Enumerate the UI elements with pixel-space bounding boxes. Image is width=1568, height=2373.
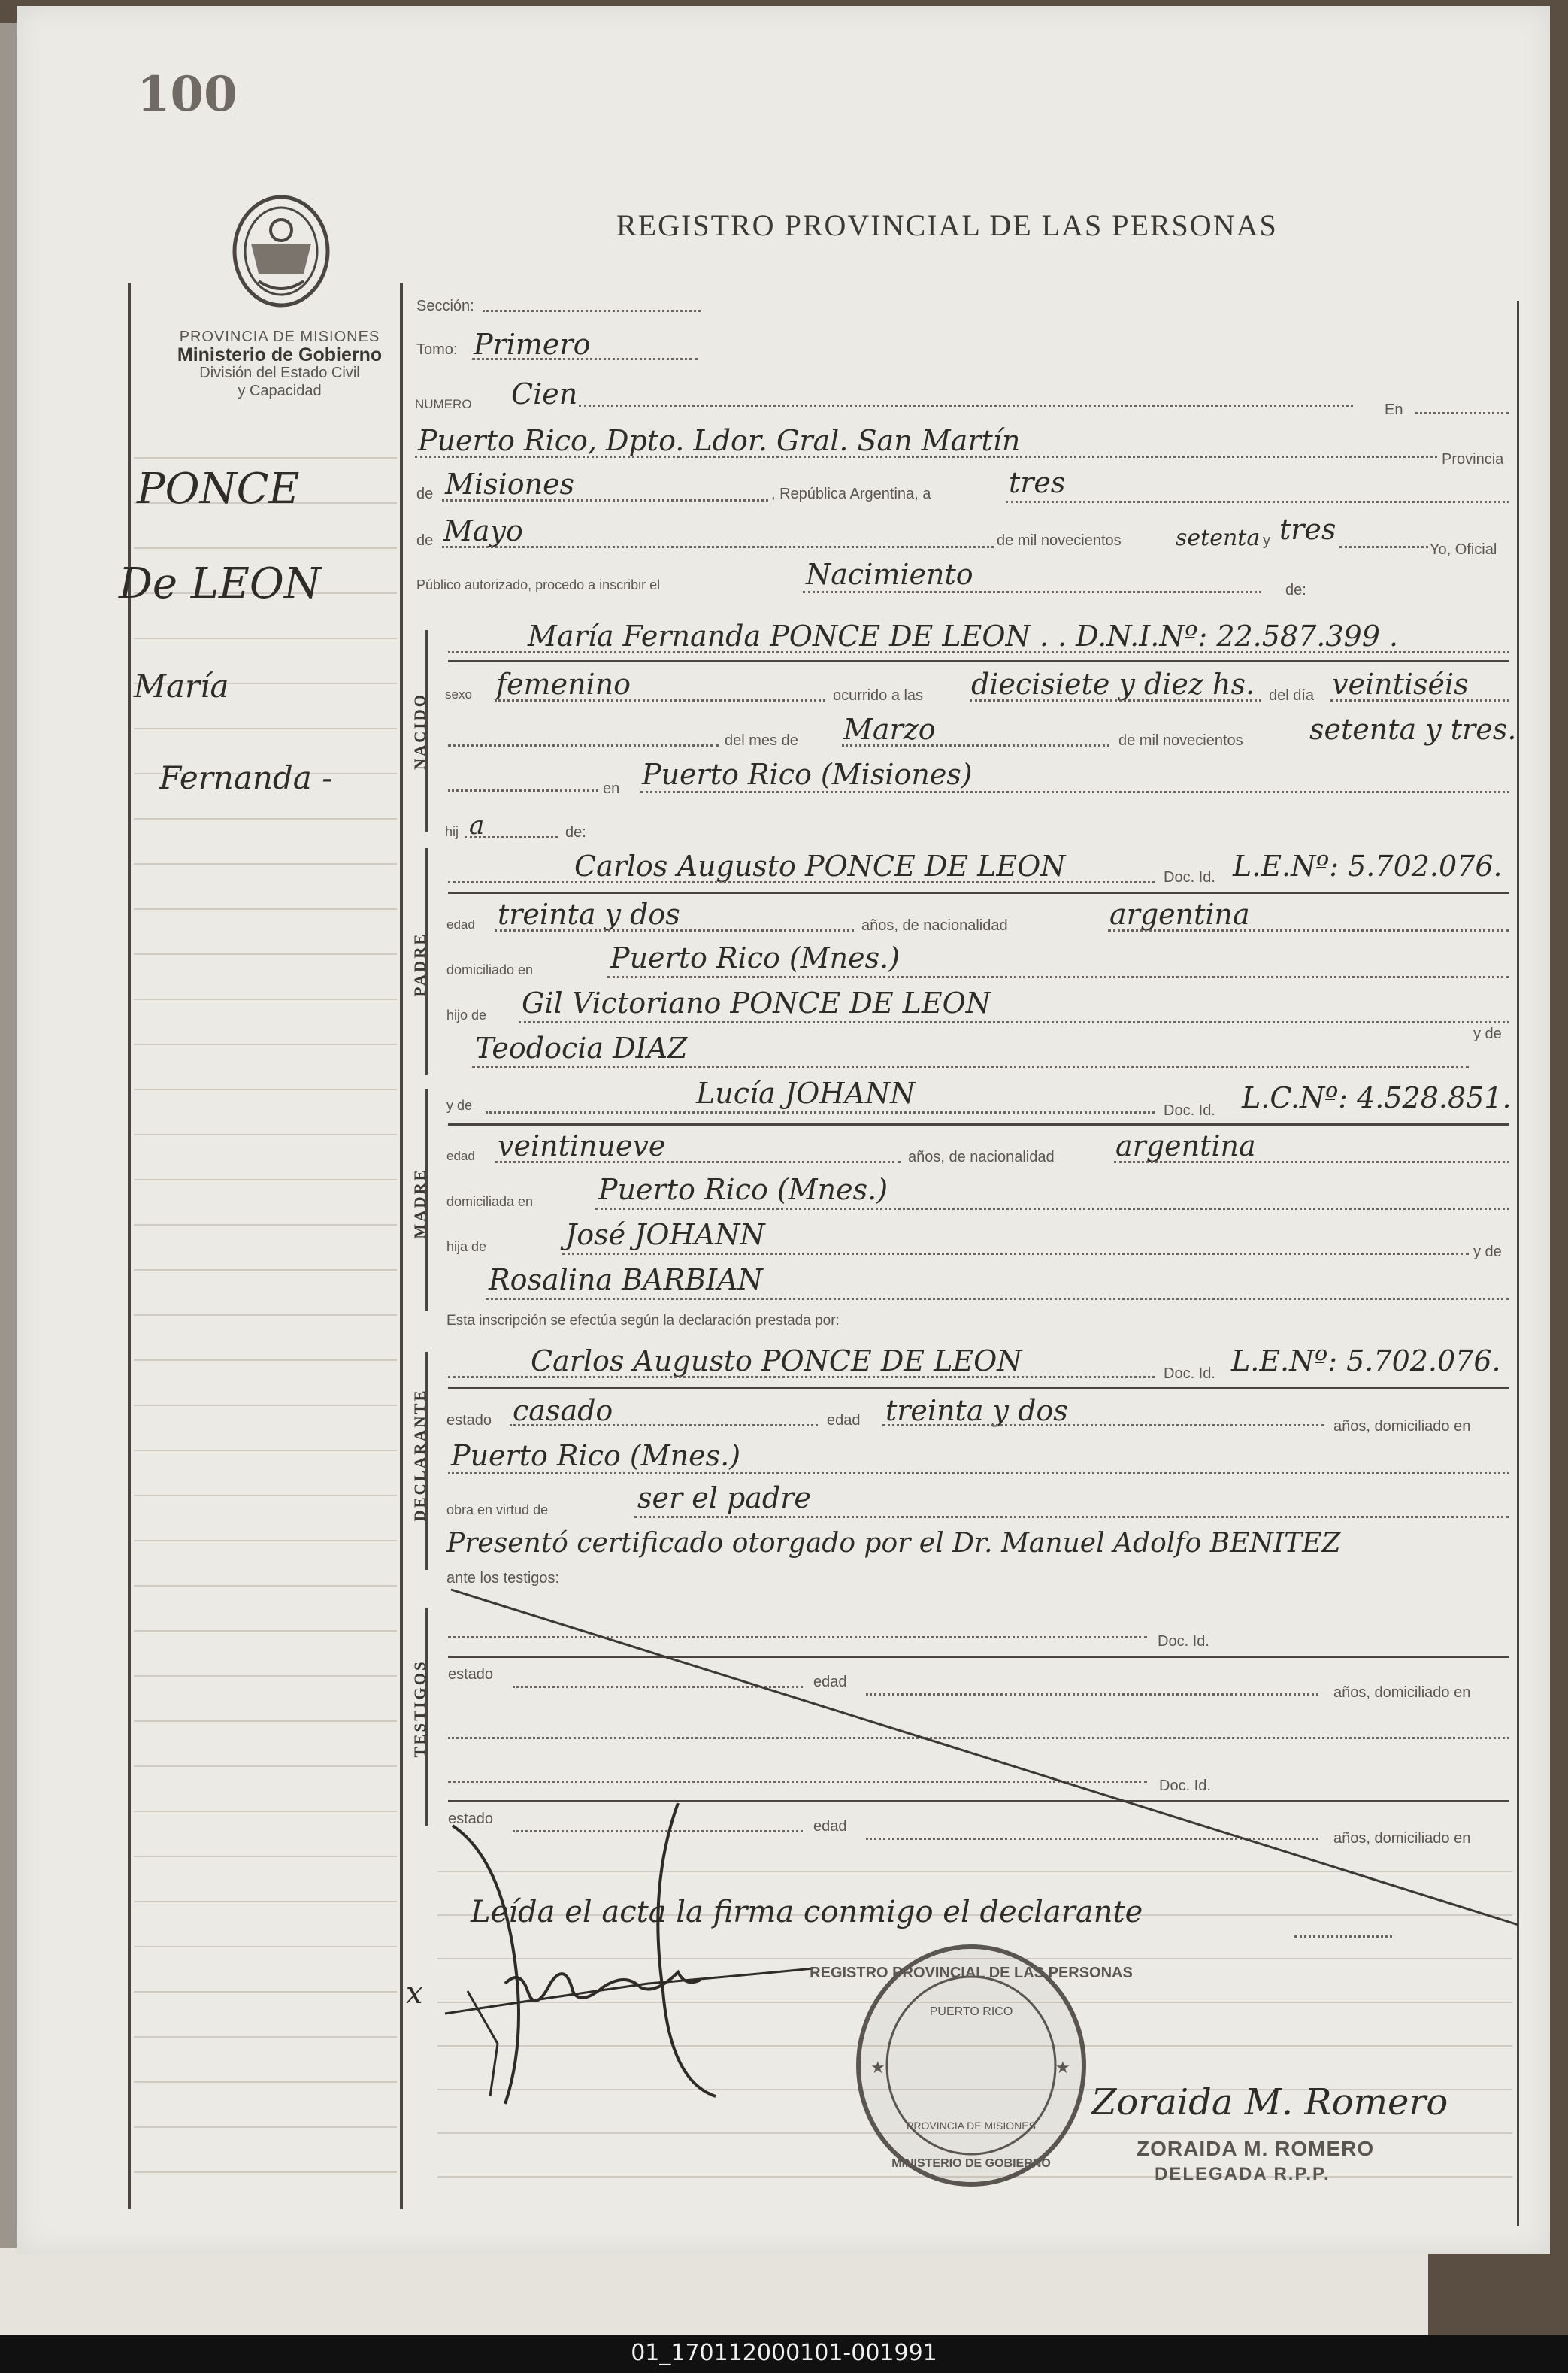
dia-a-value: tres bbox=[1009, 466, 1066, 499]
mes-nac-line bbox=[842, 744, 1109, 747]
margin-name-surname-1: PONCE bbox=[137, 465, 300, 514]
margin-ruled-line bbox=[134, 1720, 397, 1722]
ante-testigos-label: ante los testigos: bbox=[446, 1570, 560, 1587]
mes-nac-value: Marzo bbox=[843, 713, 936, 746]
svg-text:★: ★ bbox=[1055, 2058, 1070, 2077]
testigo2-estado-label: estado bbox=[448, 1811, 494, 1827]
padre-madre-value: Teodocia DIAZ bbox=[475, 1032, 688, 1065]
margin-ruled-line bbox=[134, 1405, 397, 1406]
mes-nac-lead-line bbox=[448, 744, 719, 747]
margin-ruled-line bbox=[134, 547, 397, 549]
official-title: DELEGADA R.P.P. bbox=[1155, 2164, 1330, 2184]
padre-nac-value: argentina bbox=[1109, 898, 1250, 931]
stamp-outer-text: REGISTRO PROVINCIAL DE LAS PERSONAS bbox=[810, 1965, 1133, 1981]
nacido-nombre-line bbox=[448, 651, 1509, 653]
de-mil-label: de mil novecientos bbox=[997, 532, 1122, 549]
padre-dom-label: domiciliado en bbox=[446, 962, 534, 977]
provincia-line bbox=[442, 499, 768, 502]
division-label: División del Estado Civil bbox=[199, 365, 360, 381]
page-edge bbox=[0, 23, 17, 2248]
tomo-label: Tomo: bbox=[416, 341, 458, 358]
margin-ruled-line bbox=[134, 1585, 397, 1587]
margin-ruled-line bbox=[134, 2171, 397, 2173]
padre-hijo-value: Gil Victoriano PONCE DE LEON bbox=[522, 986, 991, 1020]
madre-y-de-2-label: y de bbox=[1473, 1244, 1502, 1260]
margin-ruled-line bbox=[134, 457, 397, 459]
margin-name-surname-2: De LEON bbox=[119, 559, 321, 608]
margin-ruled-line bbox=[134, 1269, 397, 1271]
lugar-line bbox=[415, 456, 1437, 458]
obra-label: obra en virtud de bbox=[446, 1502, 549, 1517]
testigo1-doc-label: Doc. Id. bbox=[1158, 1633, 1209, 1650]
margin-ruled-line bbox=[134, 728, 397, 729]
obra-line bbox=[634, 1516, 1509, 1518]
margin-ruled-line bbox=[134, 1811, 397, 1812]
margin-ruled-line bbox=[134, 1856, 397, 1857]
seccion-label: Sección: bbox=[416, 298, 474, 314]
ocurrido-label: ocurrido a las bbox=[833, 687, 924, 704]
numero-value: Cien bbox=[511, 377, 578, 411]
margin-ruled-line bbox=[134, 1314, 397, 1316]
registry-page bbox=[17, 6, 1550, 2254]
declarante-dom-value: Puerto Rico (Mnes.) bbox=[451, 1439, 741, 1472]
declarante-estado-line bbox=[510, 1424, 818, 1426]
margin-ruled-line bbox=[134, 1089, 397, 1090]
hij-line bbox=[465, 836, 558, 838]
lugar-nac-lead-line bbox=[448, 789, 598, 792]
anio-nac-value: setenta y tres. bbox=[1309, 713, 1517, 746]
margin-ruled-line bbox=[134, 1946, 397, 1947]
madre-nac-label: años, de nacionalidad bbox=[908, 1149, 1055, 1165]
margin-divider-line bbox=[400, 283, 403, 2209]
margin-ruled-line bbox=[134, 1179, 397, 1180]
declarante-edad-value: treinta y dos bbox=[885, 1394, 1068, 1427]
madre-edad-line bbox=[495, 1161, 901, 1163]
madre-rule bbox=[448, 1123, 1509, 1126]
mes-value: Mayo bbox=[443, 514, 523, 547]
padre-edad-label: edad bbox=[446, 917, 475, 932]
de-label: de bbox=[416, 486, 434, 502]
madre-edad-value: veintinueve bbox=[498, 1129, 666, 1162]
madre-nac-line bbox=[1114, 1161, 1509, 1163]
certificado-value: Presentó certificado otorgado por el Dr. Manuel Adolfo BENITEZ bbox=[446, 1528, 1341, 1559]
margin-ruled-line bbox=[134, 908, 397, 910]
padre-nac-line bbox=[1108, 929, 1509, 932]
padre-edad-line bbox=[495, 929, 854, 932]
sexo-label: sexo bbox=[445, 687, 472, 702]
lugar-value: Puerto Rico, Dpto. Ldor. Gral. San Martín bbox=[418, 424, 1021, 457]
en-label-2: en bbox=[603, 780, 620, 797]
declarante-nombre-line bbox=[448, 1376, 1155, 1378]
sexo-value: femenino bbox=[496, 668, 631, 701]
testigo1-estado-label: estado bbox=[448, 1666, 494, 1683]
margin-ruled-line bbox=[134, 1991, 397, 1993]
padre-doc-value: L.E.Nº: 5.702.076. bbox=[1233, 850, 1503, 883]
madre-dom-value: Puerto Rico (Mnes.) bbox=[598, 1173, 888, 1206]
yo-oficial-label: Yo, Oficial bbox=[1430, 541, 1497, 558]
stamp-inner-top-text: PUERTO RICO bbox=[929, 2005, 1013, 2018]
ministry-header bbox=[144, 328, 415, 400]
ministry-label: Ministerio de Gobierno bbox=[177, 344, 383, 365]
declarante-doc-label: Doc. Id. bbox=[1164, 1365, 1215, 1382]
lugar-nac-value: Puerto Rico (Misiones) bbox=[642, 758, 973, 791]
nacido-rule bbox=[448, 660, 1509, 662]
margin-ruled-line bbox=[134, 1765, 397, 1767]
padre-madre-line bbox=[472, 1066, 1469, 1068]
declarant-signature bbox=[422, 1796, 858, 2111]
madre-hija-label: hija de bbox=[446, 1239, 487, 1254]
margin-ruled-line bbox=[134, 863, 397, 865]
de-label-2: de bbox=[416, 532, 434, 549]
leida-value: Leída el acta la firma conmigo el declarante bbox=[471, 1895, 1143, 1929]
numero-label: NUMERO bbox=[415, 397, 472, 411]
mes-line bbox=[442, 546, 994, 548]
margin-ruled-line bbox=[134, 1675, 397, 1677]
anio-a-value: setenta bbox=[1176, 525, 1261, 551]
official-stamp-icon bbox=[810, 1941, 1133, 2190]
folio-number: 100 bbox=[137, 66, 238, 123]
testigo2-doc-label: Doc. Id. bbox=[1159, 1777, 1211, 1794]
margin-ruled-line bbox=[134, 1450, 397, 1451]
stamp-bottom-text: MINISTERIO DE GOBIERNO bbox=[891, 2157, 1051, 2170]
margin-ruled-line bbox=[134, 1134, 397, 1135]
hij-value: a bbox=[469, 811, 485, 841]
province-label: PROVINCIA DE MISIONES bbox=[179, 329, 380, 345]
margin-ruled-line bbox=[134, 2081, 397, 2083]
lugar-nac-line bbox=[640, 791, 1509, 793]
image-caption: 01_170112000101-001991 bbox=[631, 2340, 937, 2366]
padre-rule bbox=[448, 892, 1509, 894]
padre-nombre-line bbox=[448, 881, 1155, 883]
anio-b-value: tres bbox=[1279, 513, 1336, 546]
hij-label: hij bbox=[445, 824, 459, 839]
margin-ruled-line bbox=[134, 818, 397, 820]
padre-nac-label: años, de nacionalidad bbox=[861, 917, 1008, 934]
declarante-edad-line bbox=[882, 1424, 1324, 1426]
acto-line bbox=[803, 591, 1261, 593]
signature-mark: x bbox=[406, 1976, 423, 2011]
inscripcion-label: Esta inscripción se efectúa según la declaración prestada por: bbox=[446, 1313, 840, 1329]
madre-doc-value: L.C.Nº: 4.528.851. bbox=[1242, 1081, 1512, 1114]
testigos-section-label: TESTIGOS bbox=[410, 1659, 429, 1758]
y-label: y bbox=[1263, 532, 1270, 549]
margin-ruled-line bbox=[134, 2126, 397, 2128]
nacido-section-label: NACIDO bbox=[410, 692, 429, 771]
de2-label: de: bbox=[565, 824, 586, 841]
padre-nombre-value: Carlos Augusto PONCE DE LEON bbox=[574, 850, 1066, 883]
numero-line bbox=[579, 405, 1353, 407]
right-frame-line bbox=[1517, 301, 1519, 2226]
madre-madre-value: Rosalina BARBIAN bbox=[489, 1263, 763, 1296]
margin-ruled-line bbox=[134, 1630, 397, 1632]
declarante-estado-value: casado bbox=[513, 1394, 613, 1427]
margin-ruled-line bbox=[134, 638, 397, 639]
margin-ruled-line bbox=[134, 1901, 397, 1902]
madre-nombre-value: Lucía JOHANN bbox=[696, 1077, 916, 1110]
margin-ruled-line bbox=[134, 1224, 397, 1226]
margin-ruled-line bbox=[134, 1044, 397, 1045]
acto-value: Nacimiento bbox=[806, 558, 973, 591]
madre-hija-value: José JOHANN bbox=[565, 1218, 765, 1251]
padre-y-de-label: y de bbox=[1473, 1026, 1502, 1042]
dia-line bbox=[1330, 699, 1509, 702]
hora-value: diecisiete y diez hs. bbox=[971, 668, 1255, 701]
declarante-nombre-value: Carlos Augusto PONCE DE LEON bbox=[531, 1344, 1022, 1377]
document-title: REGISTRO PROVINCIAL DE LAS PERSONAS bbox=[616, 208, 1278, 242]
stamp-inner-bottom-text: PROVINCIA DE MISIONES bbox=[907, 2120, 1036, 2132]
leida-line bbox=[1294, 1935, 1392, 1938]
division-label-2: y Capacidad bbox=[238, 383, 322, 399]
seccion-line bbox=[483, 310, 701, 312]
declarante-edad-label: edad bbox=[827, 1412, 861, 1429]
madre-nac-value: argentina bbox=[1115, 1129, 1256, 1162]
margin-ruled-line bbox=[134, 2036, 397, 2038]
provincia-value: Misiones bbox=[445, 468, 575, 501]
dia-a-line bbox=[1006, 501, 1509, 503]
del-dia-label: del día bbox=[1269, 687, 1315, 704]
declarante-section-label: DECLARANTE bbox=[410, 1388, 429, 1522]
publico-label: Público autorizado, procedo a inscribir el bbox=[416, 577, 661, 592]
declarante-dom-line bbox=[448, 1472, 1509, 1474]
madre-doc-label: Doc. Id. bbox=[1164, 1102, 1215, 1119]
padre-section-label: PADRE bbox=[410, 932, 429, 997]
en-label: En bbox=[1385, 402, 1403, 418]
de-colon-label: de: bbox=[1285, 582, 1306, 599]
testigo1-anos-label: años, domiciliado en bbox=[1333, 1684, 1471, 1701]
padre-doc-label: Doc. Id. bbox=[1164, 869, 1215, 886]
margin-ruled-line bbox=[134, 999, 397, 1000]
madre-dom-label: domiciliada en bbox=[446, 1194, 534, 1209]
margin-ruled-line bbox=[134, 953, 397, 955]
testigo2-edad-label: edad bbox=[813, 1818, 847, 1835]
margin-ruled-line bbox=[134, 1359, 397, 1361]
madre-edad-label: edad bbox=[446, 1149, 475, 1163]
madre-y-de-label: y de bbox=[446, 1098, 473, 1113]
official-signature: Zoraida M. Romero bbox=[1091, 2081, 1448, 2123]
madre-hija-line bbox=[562, 1253, 1469, 1255]
obra-value: ser el padre bbox=[637, 1481, 811, 1514]
madre-madre-line bbox=[486, 1298, 1509, 1300]
svg-text:★: ★ bbox=[870, 2058, 885, 2077]
madre-dom-line bbox=[595, 1208, 1509, 1210]
madre-nombre-line bbox=[486, 1111, 1155, 1114]
de-mil-2-label: de mil novecientos bbox=[1118, 732, 1243, 749]
tomo-line bbox=[472, 358, 698, 360]
anio-b-line bbox=[1339, 546, 1428, 548]
tomo-value: Primero bbox=[474, 328, 591, 361]
margin-ruled-line bbox=[134, 1495, 397, 1496]
republica-label: , República Argentina, a bbox=[771, 486, 931, 502]
testigo2-anos-label: años, domiciliado en bbox=[1333, 1830, 1471, 1847]
testigo1-edad-label: edad bbox=[813, 1674, 847, 1690]
padre-dom-line bbox=[607, 976, 1509, 978]
madre-section-label: MADRE bbox=[410, 1168, 429, 1239]
provincia-label: Provincia bbox=[1442, 451, 1504, 468]
declarante-rule bbox=[448, 1387, 1509, 1389]
padre-dom-value: Puerto Rico (Mnes.) bbox=[610, 941, 901, 974]
official-name: ZORAIDA M. ROMERO bbox=[1137, 2137, 1375, 2160]
sexo-line bbox=[495, 699, 825, 702]
margin-name-given-1: María bbox=[134, 668, 229, 705]
nacido-nombre-value: María Fernanda PONCE DE LEON . . D.N.I.Nº: 22.587.399 . bbox=[528, 620, 1399, 653]
padre-edad-value: treinta y dos bbox=[498, 898, 680, 931]
hora-line bbox=[970, 699, 1261, 702]
padre-hijo-line bbox=[519, 1021, 1509, 1023]
dia-value: veintiséis bbox=[1332, 668, 1469, 701]
padre-hijo-label: hijo de bbox=[446, 1008, 487, 1023]
declarante-anos-label: años, domiciliado en bbox=[1333, 1418, 1471, 1435]
underlying-sheet bbox=[0, 2248, 1428, 2335]
declarante-estado-label: estado bbox=[446, 1412, 492, 1429]
del-mes-label: del mes de bbox=[725, 732, 798, 749]
margin-name-given-2: Fernanda - bbox=[159, 759, 333, 796]
declarante-doc-value: L.E.Nº: 5.702.076. bbox=[1231, 1344, 1501, 1377]
margin-ruled-line bbox=[134, 1540, 397, 1541]
en-line bbox=[1415, 412, 1509, 414]
provincial-crest-icon bbox=[229, 191, 334, 311]
